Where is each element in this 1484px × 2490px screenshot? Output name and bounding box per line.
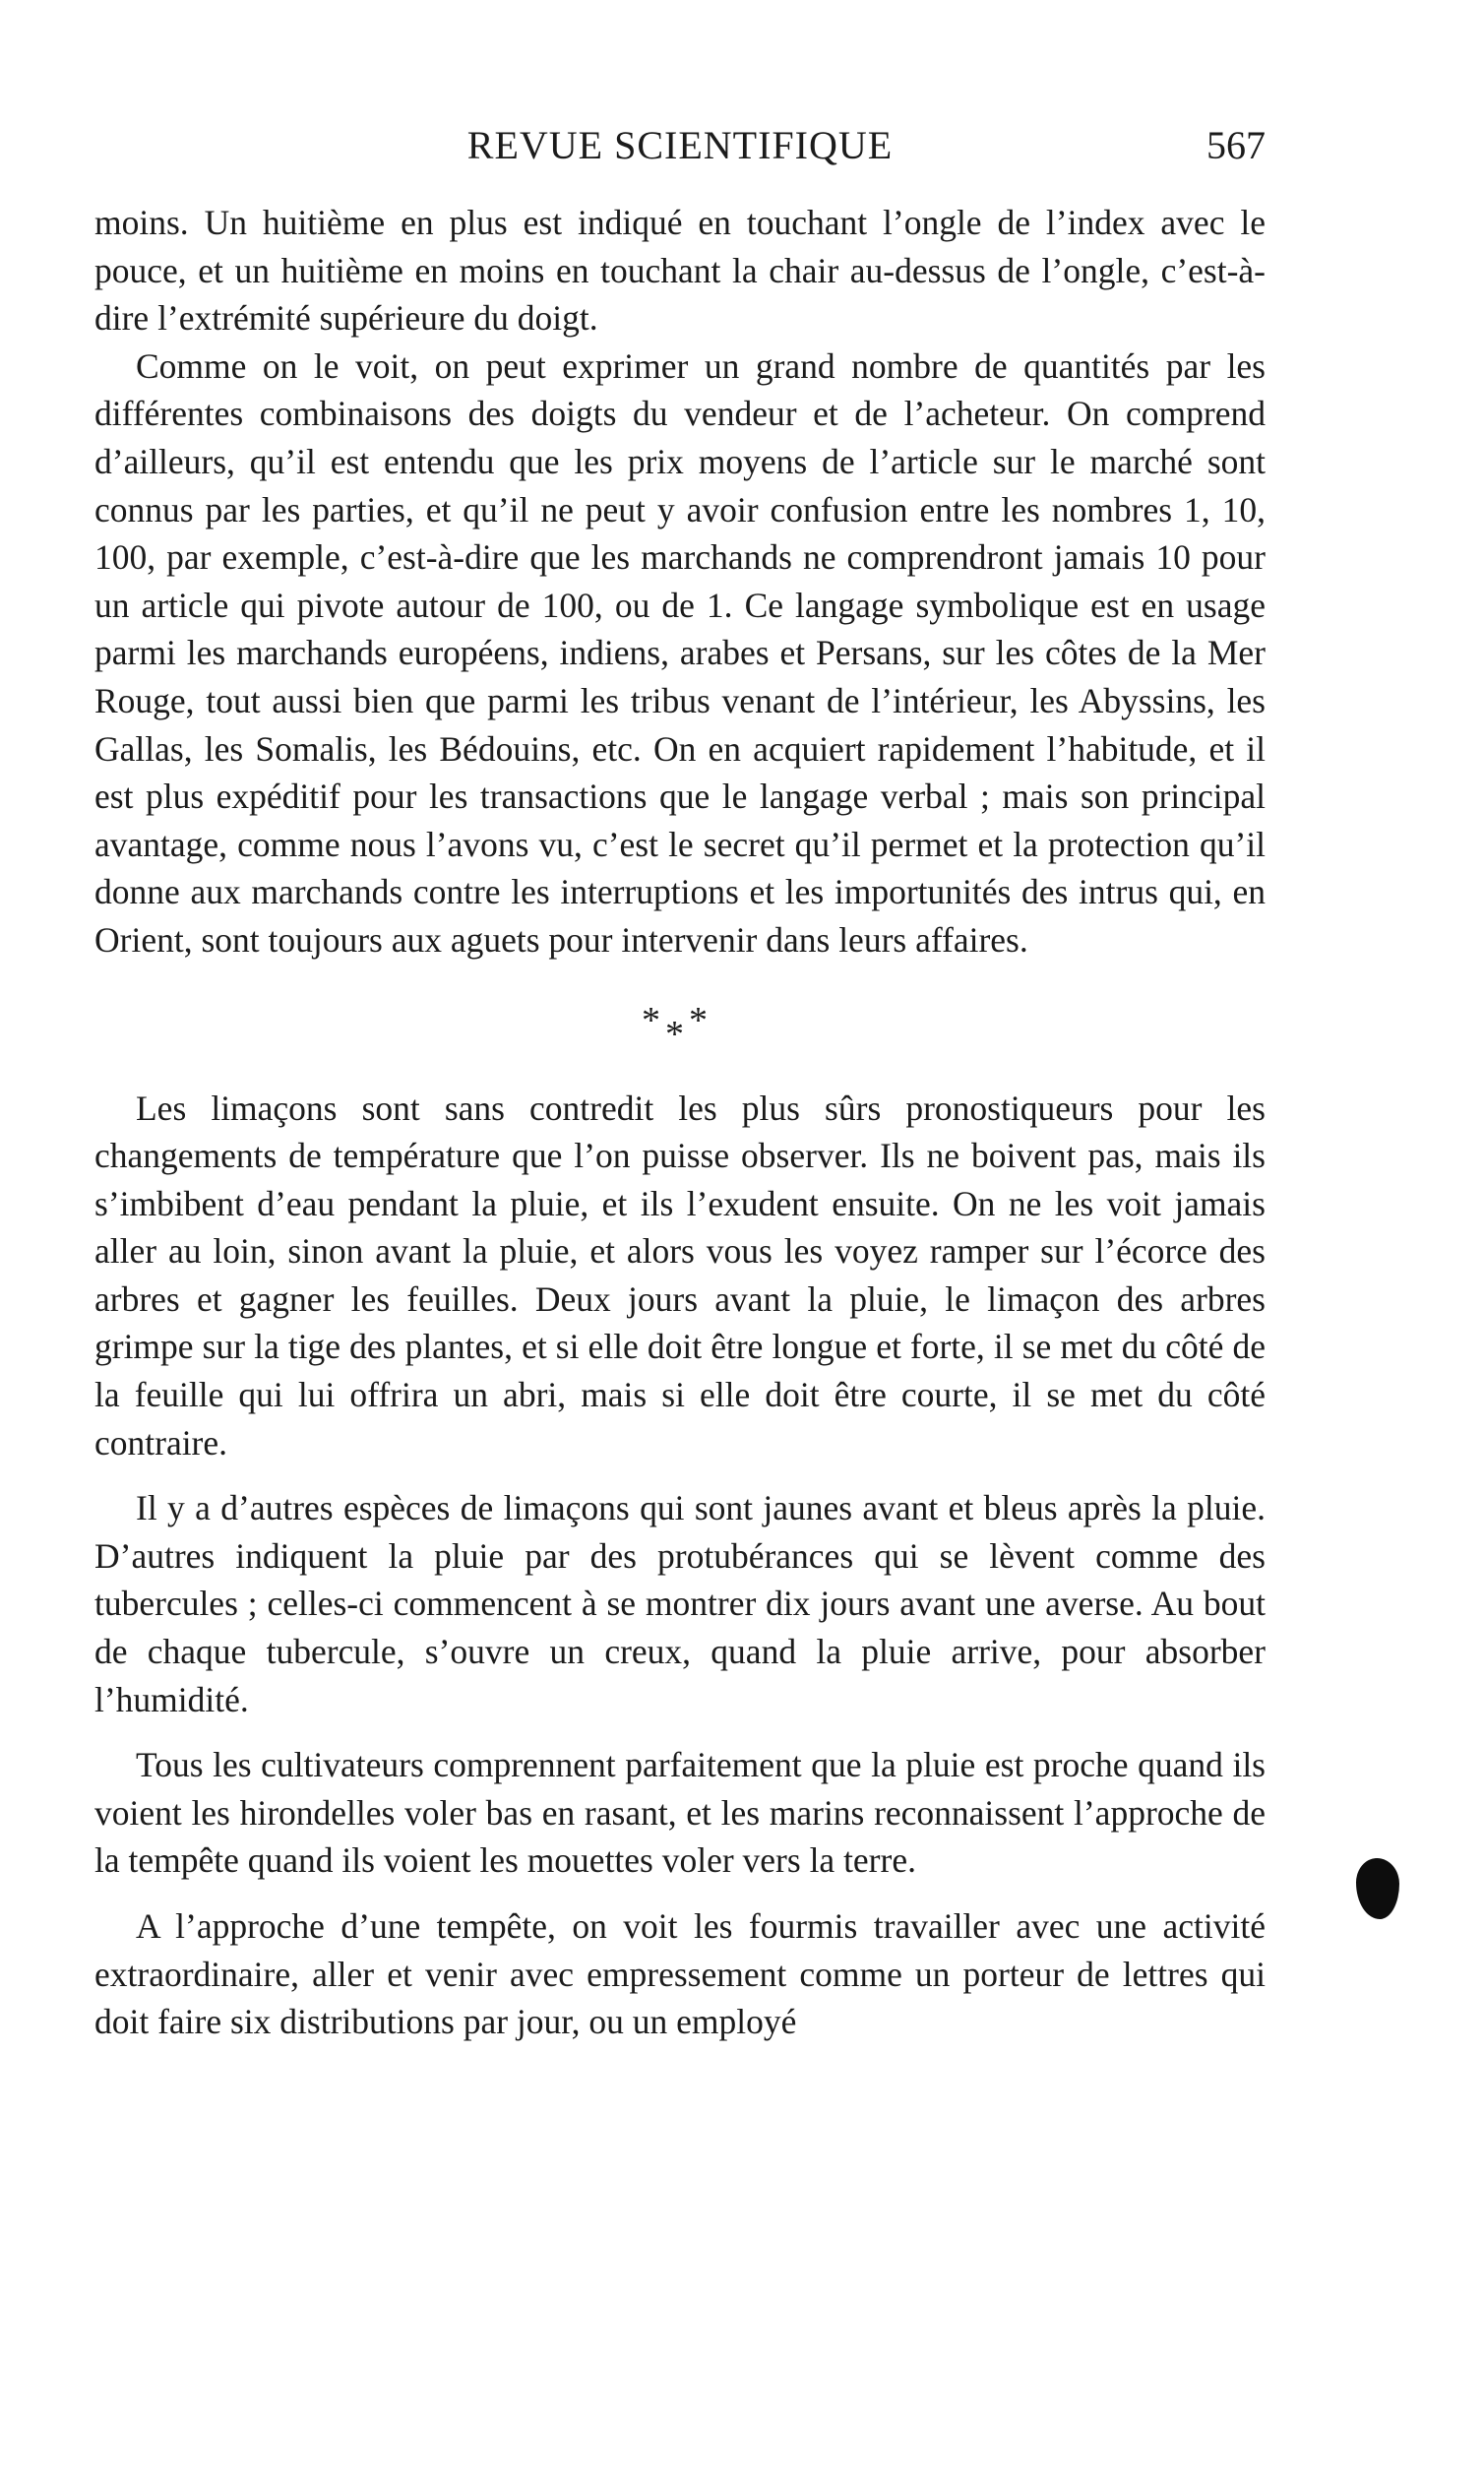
asterism-icon <box>636 999 724 1061</box>
ink-blot-mark <box>1356 1858 1399 1919</box>
running-title: REVUE SCIENTIFIQUE <box>466 123 894 167</box>
asterisk: * <box>665 1013 684 1055</box>
paragraph: Tous les cultivateurs comprennent parfaitement que la pluie est proche quand ils voient les hirondelles voler bas en rasant, et les marins reconnaissent l’approche de la tempête quand ils voient les mouettes voler vers la terre. <box>94 1745 1266 1881</box>
page-number: 567 <box>1206 123 1266 167</box>
paragraph: Il y a d’autres espèces de limaçons qui sont jaunes avant et bleus après la pluie. D’autres indiquent la pluie par des protubérances qui se lèvent comme des tubercules ; celles-ci commencent à se montrer dix jours avant une averse. Au bout de chaque tubercule, s’ouvre un creux, quand la pluie arrive, pour absorber l’humidité. <box>94 1488 1266 1719</box>
section-break-asterism <box>94 965 1266 1085</box>
paragraph: Les limaçons sont sans contredit les plus sûrs pronostiqueurs pour les changements de température que l’on puisse observer. Ils ne boivent pas, mais ils s’imbibent d’eau pendant la pluie, et ils l’exudent ensuite. On ne les voit jamais aller au loin, sinon avant la pluie, et alors vous les voyez ramper sur l’écorce des arbres et gagner les feuilles. Deux jours avant la pluie, le limaçon des arbres grimpe sur la tige des plantes, et si elle doit être longue et forte, il se met du côté de la feuille qui lui offrira un abri, mais si elle doit être courte, il se met du côté contraire. <box>94 1088 1266 1463</box>
asterisk: * <box>689 999 708 1041</box>
page-header <box>94 116 1266 175</box>
paragraph: Comme on le voit, on peut exprimer un grand nombre de quantités par les différentes combinaisons des doigts du vendeur et de l’acheteur. On comprend d’ailleurs, qu’il est entendu que les prix moyens de l’article sur le marché sont connus par les parties, et qu’il ne peut y avoir confusion entre les nombres 1, 10, 100, par exemple, c’est-à-dire que les marchands ne comprendront jamais 10 pour un article qui pivote autour de 100, ou de 1. Ce langage symbolique est en usage parmi les marchands européens, indiens, arabes et Persans, sur les côtes de la Mer Rouge, tout aussi bien que parmi les tribus venant de l’intérieur, les Abyssins, les Gallas, les Somalis, les Bédouins, etc. On en acquiert rapidement l’habitude, et il est plus expéditif pour les transactions que le langage verbal ; mais son principal avantage, comme nous l’avons vu, c’est le secret qu’il permet et la protection qu’il donne aux marchands contre les interruptions et les importunités des intrus qui, en Orient, sont toujours aux aguets pour intervenir dans leurs affaires. <box>94 345 1266 960</box>
paragraph: A l’approche d’une tempête, on voit les fourmis travailler avec une activité extraordinaire, aller et venir avec empressement comme un porteur de lettres qui doit faire six distributions par jour, ou un employé <box>94 1906 1266 2042</box>
paragraph: moins. Un huitième en plus est indiqué en touchant l’ongle de l’index avec le pouce, et un huitième en moins en touchant la chair au-dessus de l’ongle, c’est-à-dire l’extrémité supérieure du doigt. <box>94 203 1266 339</box>
body-text <box>94 199 1266 2046</box>
asterisk: * <box>642 999 660 1041</box>
